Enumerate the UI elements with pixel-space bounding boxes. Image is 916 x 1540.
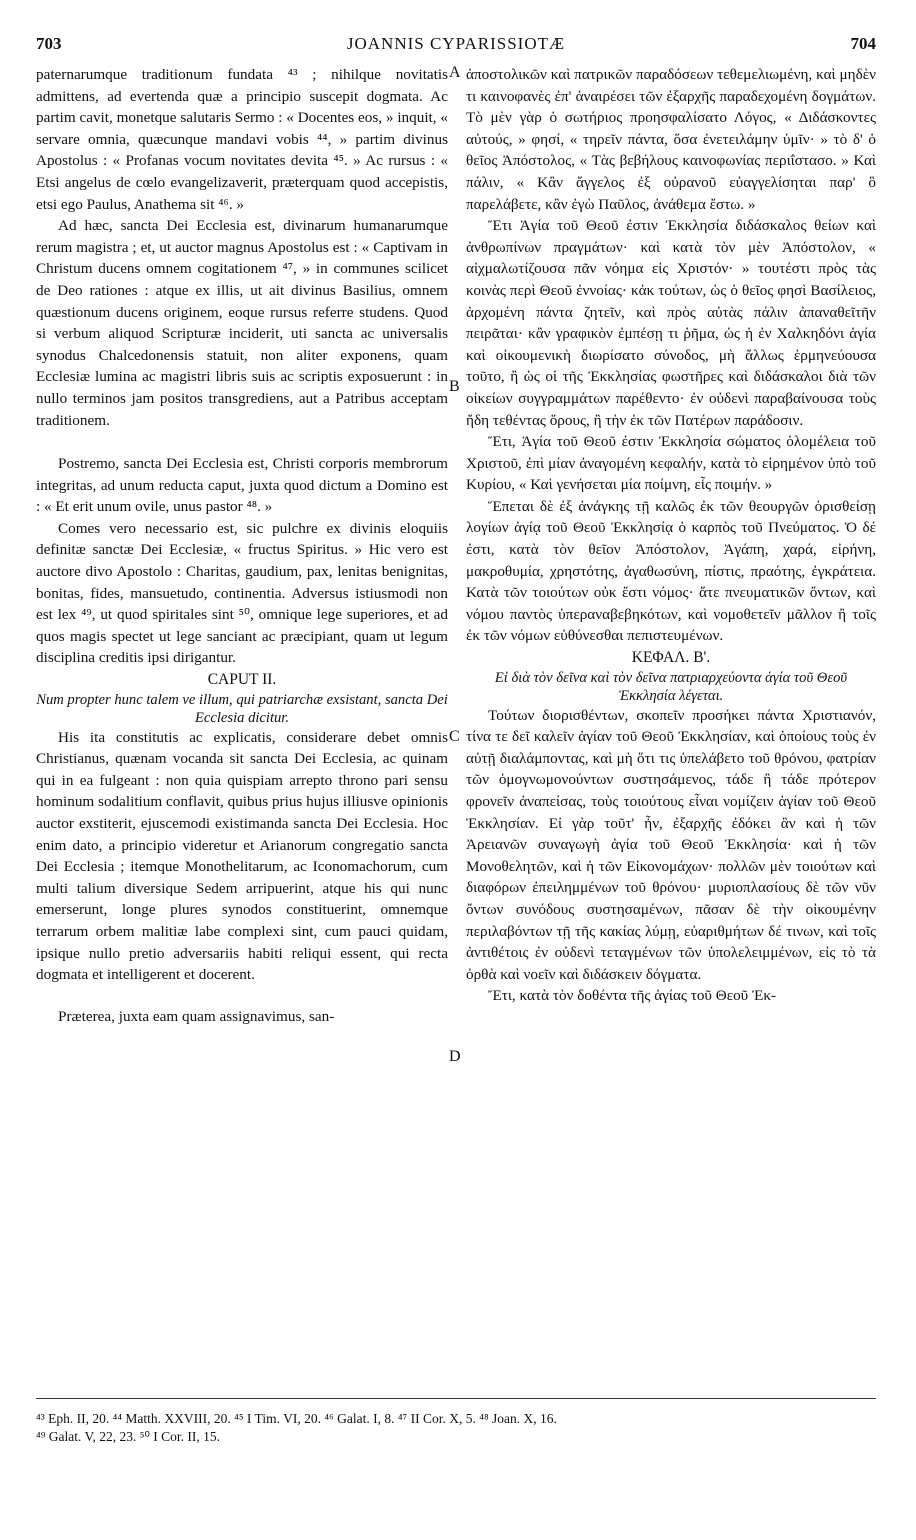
greek-paragraph: ἀποστολικῶν καὶ πατρικῶν παραδόσεων τεθεμελιωμένη, καὶ μηδὲν τι καινοφανὲς ἐπ' ἀναιρέσει τῶν ἐξαρχῆς παραδεχομένη δογμάτων. Τὸ μὲν γὰρ ὁ σωτήριος προησφαλίσατο Λόγος, « Διδάσκοντες αὐτούς, » φησί, « τηρεῖν πάντα, ὅσα ἐνετειλάμην ὑμῖν· » τὸ δ' ὁ θεῖος Ἀπόστολος, « Τὰς βεβήλους καινοφωνίας περιΐστασο. » Καὶ πάλιν, « Κἂν ἄγγελος ἐξ οὐρανοῦ εὐαγγελίσηται παρ' ὃ παρελάβετε, κἂν ἐγὼ Παῦλος, ἀνάθεμα ἔστω. » <box>466 66 876 213</box>
footnote-line: ⁴³ Eph. II, 20. ⁴⁴ Matth. XXVIII, 20. ⁴⁵ I Tim. VI, 20. ⁴⁶ Galat. I, 8. ⁴⁷ II Cor. X, 5. ⁴⁸ Joan. X, 16. <box>36 1411 557 1426</box>
greek-chapter-heading: ΚΕΦΑΛ. Β'. <box>631 649 711 667</box>
right-page-number: 704 <box>850 34 876 53</box>
latin-chapter-heading: CAPUT II. <box>207 671 277 689</box>
latin-paragraph: His ita constitutis ac explicatis, considerare debet omnis Christianus, quænam vocanda sit sancta Dei Ecclesia, ac quinam qui in ea fulgeant : non quia quispiam arrepto throno pari sensu hominum sodalitium conflavit, quibus prius hujus illiusve opinionis auctor exstiterit, ejuscemodi existimanda sancta Dei Ecclesia. Hoc enim dato, a principio videretur et Arianorum congregatio sancta Dei Ecclesia ; itemque Monothelitarum, ac Iconomachorum, cum multi talium diversique Sedem arripuerint, atque his qui nunc emerserunt, longe plures synodos constituerint, omnemque terrarum orbem malitiæ labe complexi sint, cum pauci quidam, ipsique nullo pretio adversariis habiti reliqui essent, qui recta dogmata et intelligerent et docerent. <box>36 728 448 984</box>
greek-paragraph: Ἔτι, Ἁγία τοῦ Θεοῦ ἐστιν Ἐκκλησία σώματος ὁλομέλεια τοῦ Χριστοῦ, ἐπὶ μίαν ἀναγομένη κεφαλήν, κατὰ τὸ εἰρημένον ὑπὸ τοῦ Κυρίου, « Καὶ γενήσεται μία ποίμνη, εἷς ποιμήν. » <box>466 433 876 494</box>
left-page-number: 703 <box>36 34 62 53</box>
latin-column <box>36 64 448 1027</box>
footnote-line: ⁴⁹ Galat. V, 22, 23. ⁵⁰ I Cor. II, 15. <box>36 1429 221 1444</box>
latin-paragraph: Præterea, juxta eam quam assignavimus, san- <box>58 1007 335 1025</box>
margin-letter-a: A <box>449 64 461 81</box>
page-header <box>36 34 876 60</box>
latin-paragraph: Ad hæc, sancta Dei Ecclesia est, divinarum humanarumque rerum magistra ; et, ut auctor magnus Apostolus est : « Captivam in Christum ducens omnem cogitationem ⁴⁷, » in communes scilicet de Deo rationes : atque ex illis, ut ait divinus Basilius, omnem quæstionum ducens originem, eoque rursus referre studens. Quod si verbum aliquod Scripturæ inciderit, uti sancta ac universalis synodus Chalcedonensis statuit, non aliter exponens, quam Ecclesiæ lumina ac magistri libris suis ac scriptis exposuerunt : in nullo terminos jam positos transgrediens, aut a Patribus acceptam traditionem. <box>36 217 448 429</box>
latin-paragraph: Postremo, sancta Dei Ecclesia est, Christi corporis membrorum integritas, ad unum reducta caput, juxta quod dictum a Domino est : « Et erit unum ovile, unus pastor ⁴⁸. » <box>36 455 448 516</box>
greek-chapter-subtitle: Εἰ διὰ τὸν δεῖνα καὶ τὸν δεῖνα πατριαρχεύοντα ἁγία τοῦ Θεοῦ Ἐκκλησία λέγεται. <box>494 669 848 704</box>
greek-paragraph: Ἕπεται δὲ ἐξ ἀνάγκης τῇ καλῶς ἐκ τῶν θεουργῶν ὁρισθείσῃ λογίων ἁγίᾳ τοῦ Θεοῦ Ἐκκλησίᾳ ὁ καρπὸς τοῦ Πνεύματος. Ὁ δέ ἐστι, κατὰ τὸν θεῖον Ἀπόστολον, Ἀγάπη, χαρά, εἰρήνη, μακροθυμία, χρηστότης, ἀγαθωσύνη, πίστις, πραότης, ἐγκράτεια. Κατὰ τῶν τοιούτων οὐκ ἔστι νόμος· ἅτε πνευματικῶν ὄντων, καὶ νόμου παντὸς ὑπεραναβεβηκότων, καὶ νομοθετεῖν μᾶλλον ἢ τοῖς ἐκ τῶν νόμων εὐθύνεσθαι πεπιστευμένων. <box>466 497 876 645</box>
margin-letter-b: B <box>449 378 460 395</box>
margin-letter-c: C <box>449 728 460 745</box>
latin-paragraph: paternarumque traditionum fundata ⁴³ ; nihilque novitatis admittens, ad evertenda quæ a principio suscepit dogmata. Ac partim cavit, monetque salutaris Sermo : « Docentes eos, » inquit, « servare omnia, quæcunque mandavi vobis ⁴⁴, » partim divinus Apostolus : « Profanas vocum novitates devita ⁴⁵. » Ac rursus : « Etsi angelus de cœlo evangelizaverit, præterquam quod accepistis, etsi ego Paulus, Anathema sit ⁴⁶. » <box>36 66 448 213</box>
margin-letter-d: D <box>449 1048 461 1065</box>
latin-chapter-subtitle: Num propter hunc talem ve illum, qui patriarchæ exsistant, sancta Dei Ecclesia dicitur. <box>36 691 448 726</box>
running-title: JOANNIS CYPARISSIOTÆ <box>346 34 566 53</box>
latin-paragraph: Comes vero necessario est, sic pulchre ex divinis eloquiis definitæ sanctæ Dei Ecclesiæ, « fructus Spiritus. » Hic vero est auctore divo Apostolo : Charitas, gaudium, pax, lenitas benignitas, bonitas, fides, mansuetudo, continentia. Adversus istiusmodi non est lex ⁴⁹, ut quod spiritales sint ⁵⁰, omnique lege superiores, et ad quos magis spectet ut lege sanciant ac præcipiant, quam ut legum disciplina creditis ipsi dirigantur. <box>36 519 448 667</box>
greek-paragraph: Ἔτι, κατὰ τὸν δοθέντα τῆς ἁγίας τοῦ Θεοῦ Ἐκ- <box>488 987 777 1005</box>
footnote-divider <box>36 1398 876 1399</box>
greek-paragraph: Ἔτι Ἁγία τοῦ Θεοῦ ἐστιν Ἐκκλησία διδάσκαλος θείων καὶ ἀνθρωπίνων πραγμάτων· καὶ κατὰ τὸν μὲν Ἀπόστολον, « αἰχμαλωτίζουσα πᾶν νόημα εἰς Χριστόν· » τουτέστι πρὸς τὰς κοινὰς περὶ Θεοῦ ἐννοίας· κἀκ τούτων, ὡς ὁ θεῖος φησὶ Βασίλειος, ἀρχομένη πάντα ζητεῖν, καὶ πρὸς αὐτὰς πάλιν ἀπαναθεῖτῆν πειρᾶται· κἂν γραφικὸν ἐμπέσῃ τι ῥῆμα, ὡς ἡ ἐν Χαλκηδόνι ἁγία καὶ οἰκουμενικὴ διωρίσατο σύνοδος, μὴ ἄλλως ἑρμηνεύουσα τοῦτο, ἢ ὡς οἱ τῆς Ἐκκλησίας φωστῆρες καὶ διδάσκαλοι διὰ τῶν οἰκείων συγγραμμάτων παρέθεντο· ἐν οὐδενὶ παραβαίνουσα τοὺς ἤδη τεθέντας ὅρους, ἢ τὴν ἐκ τῶν Πατέρων παράδοσιν. <box>466 217 876 429</box>
greek-paragraph: Τούτων διορισθέντων, σκοπεῖν προσήκει πάντα Χριστιανόν, τίνα τε δεῖ καλεῖν ἁγίαν τοῦ Θεοῦ Ἐκκλησίαν, καὶ ὁποίους τοὺς ἐν αὐτῇ διαλάμποντας, καὶ μὴ ὅτι τις ὑπελάβετο τοῦ θρόνου, φατρίαν τῶν ὁμογνωμονούντων συστησάμενος, τάδε ἢ τάδε πρότερον φρονεῖν ἀναπείσας, τοὺς τοιούτους εἶναι νομίζειν ἁγίαν τοῦ Θεοῦ Ἐκκλησίαν. Εἰ γὰρ τοῦτ' ἦν, ἐξαρχῆς ἐδόκει ἂν καὶ ἡ τῶν Ἀρειανῶν συναγωγὴ ἁγία τοῦ Θεοῦ Ἐκκλησία· καὶ ἡ τῶν Μονοθελητῶν, καὶ ἡ τῶν Εἰκονομάχων· πολλῶν μὲν τοιούτων καὶ διαφόρων ἐπειλημμένων τοῦ θρόνου· μυριοπλασίους δὲ τῶν νῦν ὄντων συνόδους συστησαμένων, πᾶσαν δὲ τὴν οἰκουμένην περιλαβόντων τῇ τῆς κακίας λύμῃ, εὐαριθμήτων δέ τινων, καὶ τοῖς ἀντιθέτοις ἐν οὐδενὶ τεταγμένων τῶν ὑπολελειμμένων, εἰς τὸ τὰ ὀρθὰ καὶ νοεῖν καὶ διδάσκειν δόγματα. <box>466 706 876 983</box>
greek-column <box>466 64 876 1007</box>
